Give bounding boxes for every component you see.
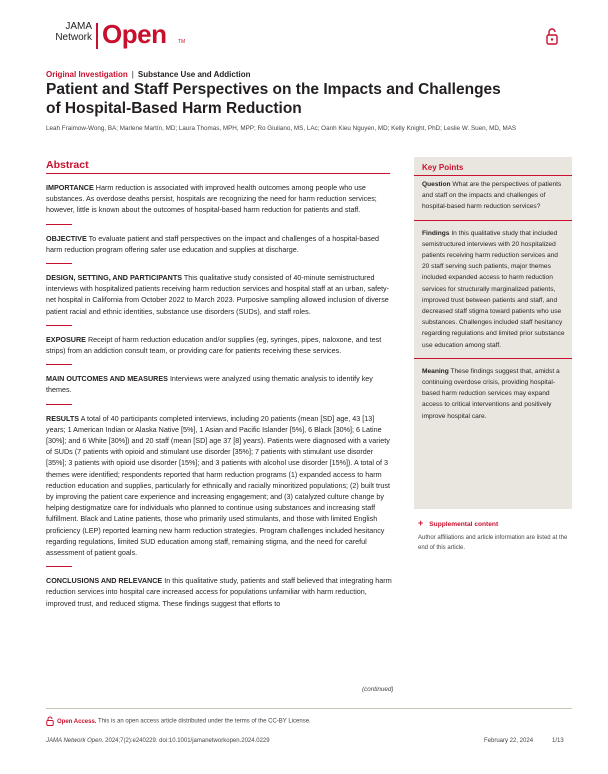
open-lock-icon bbox=[546, 27, 558, 45]
key-point-text: These findings suggest that, amidst a continuing overdose crisis, providing hospital-based harm reduction services may expand access to critical interventions and positively improve hospital care. bbox=[422, 367, 560, 420]
logo-wordmark bbox=[44, 22, 92, 43]
key-point-divider bbox=[414, 220, 572, 221]
section-text: Harm reduction is associated with improved health outcomes among people who use substances. As overdose deaths persist, hospitals are recognizing the need for harm reduction services; however, little is known about the outcomes of hospital-based harm reduction for patients and staff. bbox=[46, 183, 377, 215]
kicker-separator: | bbox=[131, 70, 134, 79]
key-point-label: Meaning bbox=[422, 367, 449, 375]
section-text: Receipt of harm reduction education and/or supplies (eg, syringes, pipes, naloxone, and test strips) from an addiction consult team, or providing care for patients receiving these services. bbox=[46, 334, 382, 356]
logo-open-text: Open bbox=[102, 19, 167, 49]
footer-rule bbox=[46, 708, 572, 709]
key-points-body bbox=[422, 179, 566, 429]
section-label: RESULTS bbox=[46, 413, 80, 423]
open-access-notice bbox=[46, 716, 311, 726]
section-label: IMPORTANCE bbox=[46, 183, 94, 192]
key-point-question bbox=[422, 179, 566, 213]
abstract-rule bbox=[46, 173, 390, 174]
article-type[interactable]: Original Investigation bbox=[46, 70, 128, 79]
journal-name: JAMA Network Open. bbox=[46, 738, 104, 744]
author-list: Leah Fraimow-Wong, BA; Marlene Martín, MD; Laura Thomas, MPH, MPP; Ro Giuliano, MS, LAc; Oanh Kieu Nguyen, MD; Kelly Knight, PhD; Leslie W. Suen, MD, MAS bbox=[46, 125, 517, 132]
abstract-results bbox=[46, 413, 392, 559]
section-divider bbox=[46, 263, 72, 264]
article-title: Patient and Staff Perspectives on the Impacts and Challenges of Hospital-Based Harm Reduction bbox=[46, 81, 501, 117]
abstract-heading: Abstract bbox=[46, 159, 89, 171]
open-access-text: This is an open access article distributed under the terms of the CC-BY License. bbox=[98, 718, 311, 725]
affiliations-note: Author affiliations and article information are listed at the end of this article. bbox=[418, 535, 568, 551]
key-point-divider bbox=[414, 358, 572, 359]
section-label: CONCLUSIONS AND RELEVANCE bbox=[46, 576, 163, 586]
section-text: In this qualitative study, patients and staff believed that integrating harm reduction services into hospital care increased access for populations unfamiliar with harm reduction, improved trust, and reduced stigma. These findings suggest that efforts to bbox=[46, 576, 392, 608]
open-access-icon bbox=[46, 716, 54, 726]
supplemental-content-link[interactable] bbox=[418, 518, 498, 528]
section-divider bbox=[46, 364, 72, 365]
plus-icon: + bbox=[418, 518, 424, 528]
abstract-outcomes bbox=[46, 373, 392, 395]
section-text: Interviews were analyzed using thematic analysis to identify key themes. bbox=[46, 374, 373, 395]
key-points-rule bbox=[414, 175, 572, 176]
section-text: This qualitative study consisted of 40-minute semistructured interviews with hospitalized patients receiving harm reduction services and hospital staff at an urban, safety-net hospital in California from October 2022 to March 2023. Purposive sampling allowed inclusion of diverse patient racial and ethnic identities, substance use disorders (SUDs), and staff roles. bbox=[46, 273, 390, 316]
article-section[interactable]: Substance Use and Addiction bbox=[137, 70, 251, 79]
abstract-conclusions bbox=[46, 575, 392, 609]
section-label: MAIN OUTCOMES AND MEASURES bbox=[46, 374, 168, 384]
section-divider bbox=[46, 404, 72, 405]
section-divider bbox=[46, 224, 72, 225]
logo-divider bbox=[96, 23, 98, 49]
key-points-box bbox=[414, 157, 572, 509]
abstract-importance bbox=[46, 182, 392, 216]
abstract-objective bbox=[46, 233, 392, 255]
section-divider bbox=[46, 325, 72, 326]
abstract-exposure bbox=[46, 334, 392, 356]
citation-line bbox=[46, 738, 270, 744]
key-point-label: Question bbox=[422, 181, 451, 188]
logo-line1: JAMA bbox=[65, 21, 92, 32]
logo-line2: Network bbox=[55, 31, 92, 43]
continued-note: (continued) bbox=[362, 686, 394, 693]
section-text: To evaluate patient and staff perspectives on the impact and challenges of a hospital-based harm reduction program offering safer use education and supplies at discharge. bbox=[46, 233, 379, 254]
publication-date: February 22, 2024 bbox=[484, 738, 534, 744]
page-number: 1/13 bbox=[552, 738, 564, 744]
key-point-text: In this qualitative study that included semistructured interviews with 20 hospitalized patients receiving harm reduction services and 20 staff serving such patients, major themes included expanded access to harm reduction services for structurally marginalized patients, improved trust between patients and staff, and decreased staff stigma toward patients who use substances. Challenges included staff hesitancy regarding regulations and limited prior substance use education among staff. bbox=[422, 229, 565, 349]
section-divider bbox=[46, 566, 72, 567]
key-point-text: What are the perspectives of patients and staff on the impacts and challenges of hospital-based harm reduction services? bbox=[422, 181, 562, 211]
key-points-heading: Key Points bbox=[422, 163, 464, 172]
abstract-body bbox=[46, 182, 392, 617]
article-kicker bbox=[46, 70, 250, 79]
section-label: EXPOSURE bbox=[46, 334, 86, 344]
open-access-label[interactable]: Open Access. bbox=[57, 718, 97, 725]
key-point-meaning bbox=[422, 366, 566, 422]
section-text: A total of 40 participants completed interviews, including 20 patients (mean [SD] age, 43 [13] years; 1 American Indian or Alaska Native [5%], 1 Asian and Pacific Islander [5%], 6 Black [30%]; 6 Latine [30%]; and 6 White [30%]) and 20 staff (mean [SD] age 37 [8] years). Patients were diagnosed with a variety of SUDs (7 patients with opioid and stimulant use disorder [35%]; 7 patients with stimulant use disorder [35%]; 3 patients with opioid use disorder [15%]; and 3 patients with alcohol use disorder [15%]). A total of 3 themes were identified; respondents reported that harm reduction programs (1) expanded access to harm reduction education and supplies, particularly for ethnically and racially minoritized populations; (2) built trust by improving the patient care experience and increasing engagement; and (3) catalyzed culture change by helping destigmatize care for individuals who planned to continue using substances and increasing staff fulfillment. Black and Latine patients, those who primarily used stimulants, and those with limited English proficiency (LEP) reported learning new harm reduction strategies. Program challenges included hesitancy regarding regulations, limited SUD education among staff, remaining stigma, and the need for careful assessment of patient goals. bbox=[46, 413, 390, 558]
section-label: DESIGN, SETTING, AND PARTICIPANTS bbox=[46, 273, 183, 283]
citation-doi[interactable]: 2024;7(2):e240229. doi:10.1001/jamanetworkopen.2024.0229 bbox=[105, 738, 270, 744]
key-point-label: Findings bbox=[422, 229, 450, 237]
supplemental-label: Supplemental content bbox=[429, 521, 499, 528]
section-label: OBJECTIVE bbox=[46, 233, 87, 243]
logo-trademark: TM bbox=[178, 39, 186, 45]
abstract-design bbox=[46, 272, 392, 317]
key-point-findings bbox=[422, 228, 566, 351]
